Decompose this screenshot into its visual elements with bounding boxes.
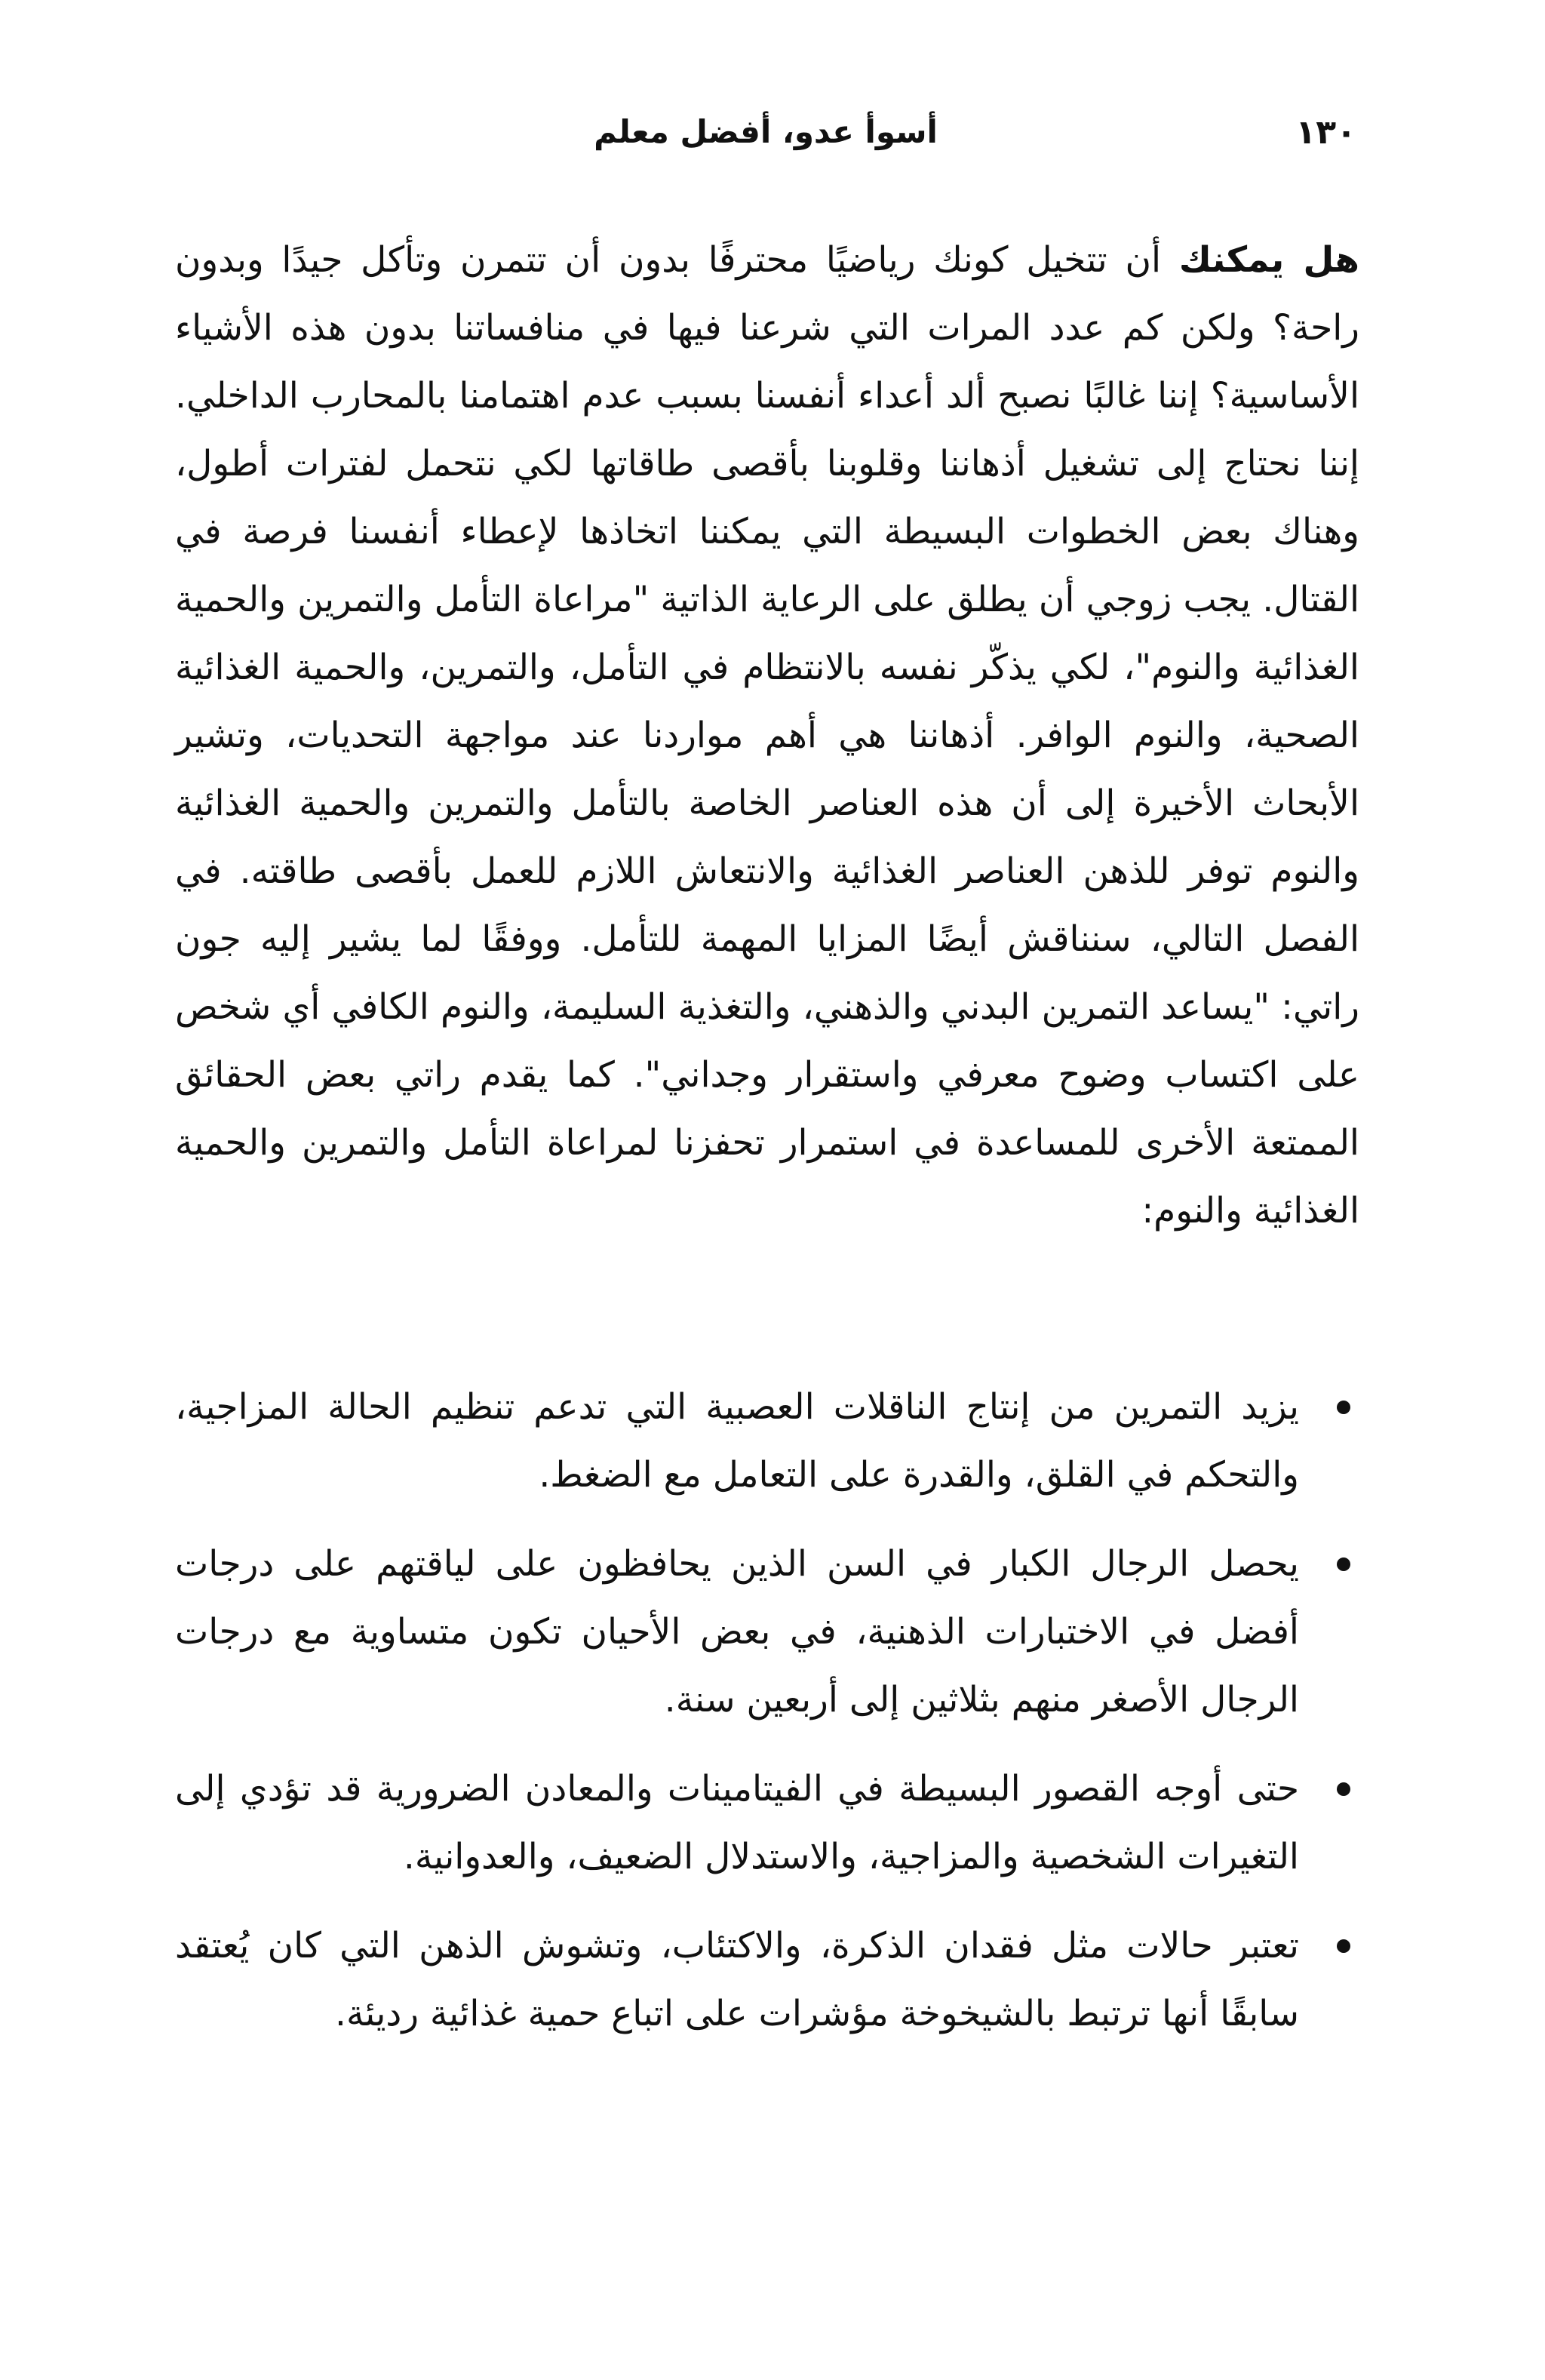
- bullet-list: [175, 1373, 1359, 2069]
- page-number: ١٣٠: [1295, 113, 1356, 152]
- list-item: [175, 1912, 1359, 2048]
- main-paragraph: [175, 226, 1359, 1245]
- bullet-dot-icon: [1337, 1939, 1350, 1953]
- running-title: أسوأ عدو، أفضل معلم: [594, 113, 938, 150]
- page-header: [175, 113, 1356, 166]
- list-item-text: يزيد التمرين من إنتاج الناقلات العصبية التي تدعم تنظيم الحالة المزاجية، والتحكم في القلق، والقدرة على التعامل مع الضغط.: [175, 1386, 1299, 1496]
- list-item-text: يحصل الرجال الكبار في السن الذين يحافظون على لياقتهم على درجات أفضل في الاختبارات الذهنية، في بعض الأحيان تكون متساوية مع درجات الرجال الأصغر منهم بثلاثين إلى أربعين سنة.: [175, 1543, 1299, 1720]
- bullet-dot-icon: [1337, 1557, 1350, 1571]
- list-item: [175, 1530, 1359, 1734]
- bullet-dot-icon: [1337, 1782, 1350, 1796]
- bullet-dot-icon: [1337, 1401, 1350, 1414]
- paragraph-lead: هل يمكنك: [1178, 239, 1359, 281]
- list-item: [175, 1373, 1359, 1509]
- list-item-text: تعتبر حالات مثل فقدان الذكرة، والاكتئاب، وتشوش الذهن التي كان يُعتقد سابقًا أنها ترتبط بالشيخوخة مؤشرات على اتباع حمية غذائية رديئة.: [175, 1925, 1299, 2034]
- paragraph-text: أن تتخيل كونك رياضيًا محترفًا بدون أن تتمرن وتأكل جيدًا وبدون راحة؟ ولكن كم عدد المرات التي شرعنا فيها في منافساتنا بدون هذه الأشياء الأساسية؟ إننا غالبًا نصبح ألد أعداء أنفسنا بسبب عدم اهتمامنا بالمحارب الداخلي. إننا نحتاج إلى تشغيل أذهاننا وقلوبنا بأقصى طاقاتها لكي نتحمل لفترات أطول، وهناك بعض الخطوات البسيطة التي يمكننا اتخاذها لإعطاء أنفسنا فرصة في القتال. يجب زوجي أن يطلق على الرعاية الذاتية "مراعاة التأمل والتمرين والحمية الغذائية والنوم"، لكي يذكّر نفسه بالانتظام في التأمل، والتمرين، والحمية الغذائية الصحية، والنوم الوافر. أذهاننا هي أهم مواردنا عند مواجهة التحديات، وتشير الأبحاث الأخيرة إلى أن هذه العناصر الخاصة بالتأمل والتمرين والحمية الغذائية والنوم توفر للذهن العناصر الغذائية والانتعاش اللازم للعمل بأقصى طاقته. في الفصل التالي، سنناقش أيضًا المزايا المهمة للتأمل. ووفقًا لما يشير إليه جون راتي: "يساعد التمرين البدني والذهني، والتغذية السليمة، والنوم الكافي أي شخص على اكتساب وضوح معرفي واستقرار وجداني". كما يقدم راتي بعض الحقائق الممتعة الأخرى للمساعدة في استمرار تحفزنا لمراعاة التأمل والتمرين والحمية الغذائية والنوم:: [175, 239, 1359, 1232]
- list-item-text: حتى أوجه القصور البسيطة في الفيتامينات والمعادن الضرورية قد تؤدي إلى التغيرات الشخصية والمزاجية، والاستدلال الضعيف، والعدوانية.: [175, 1768, 1299, 1877]
- list-item: [175, 1755, 1359, 1891]
